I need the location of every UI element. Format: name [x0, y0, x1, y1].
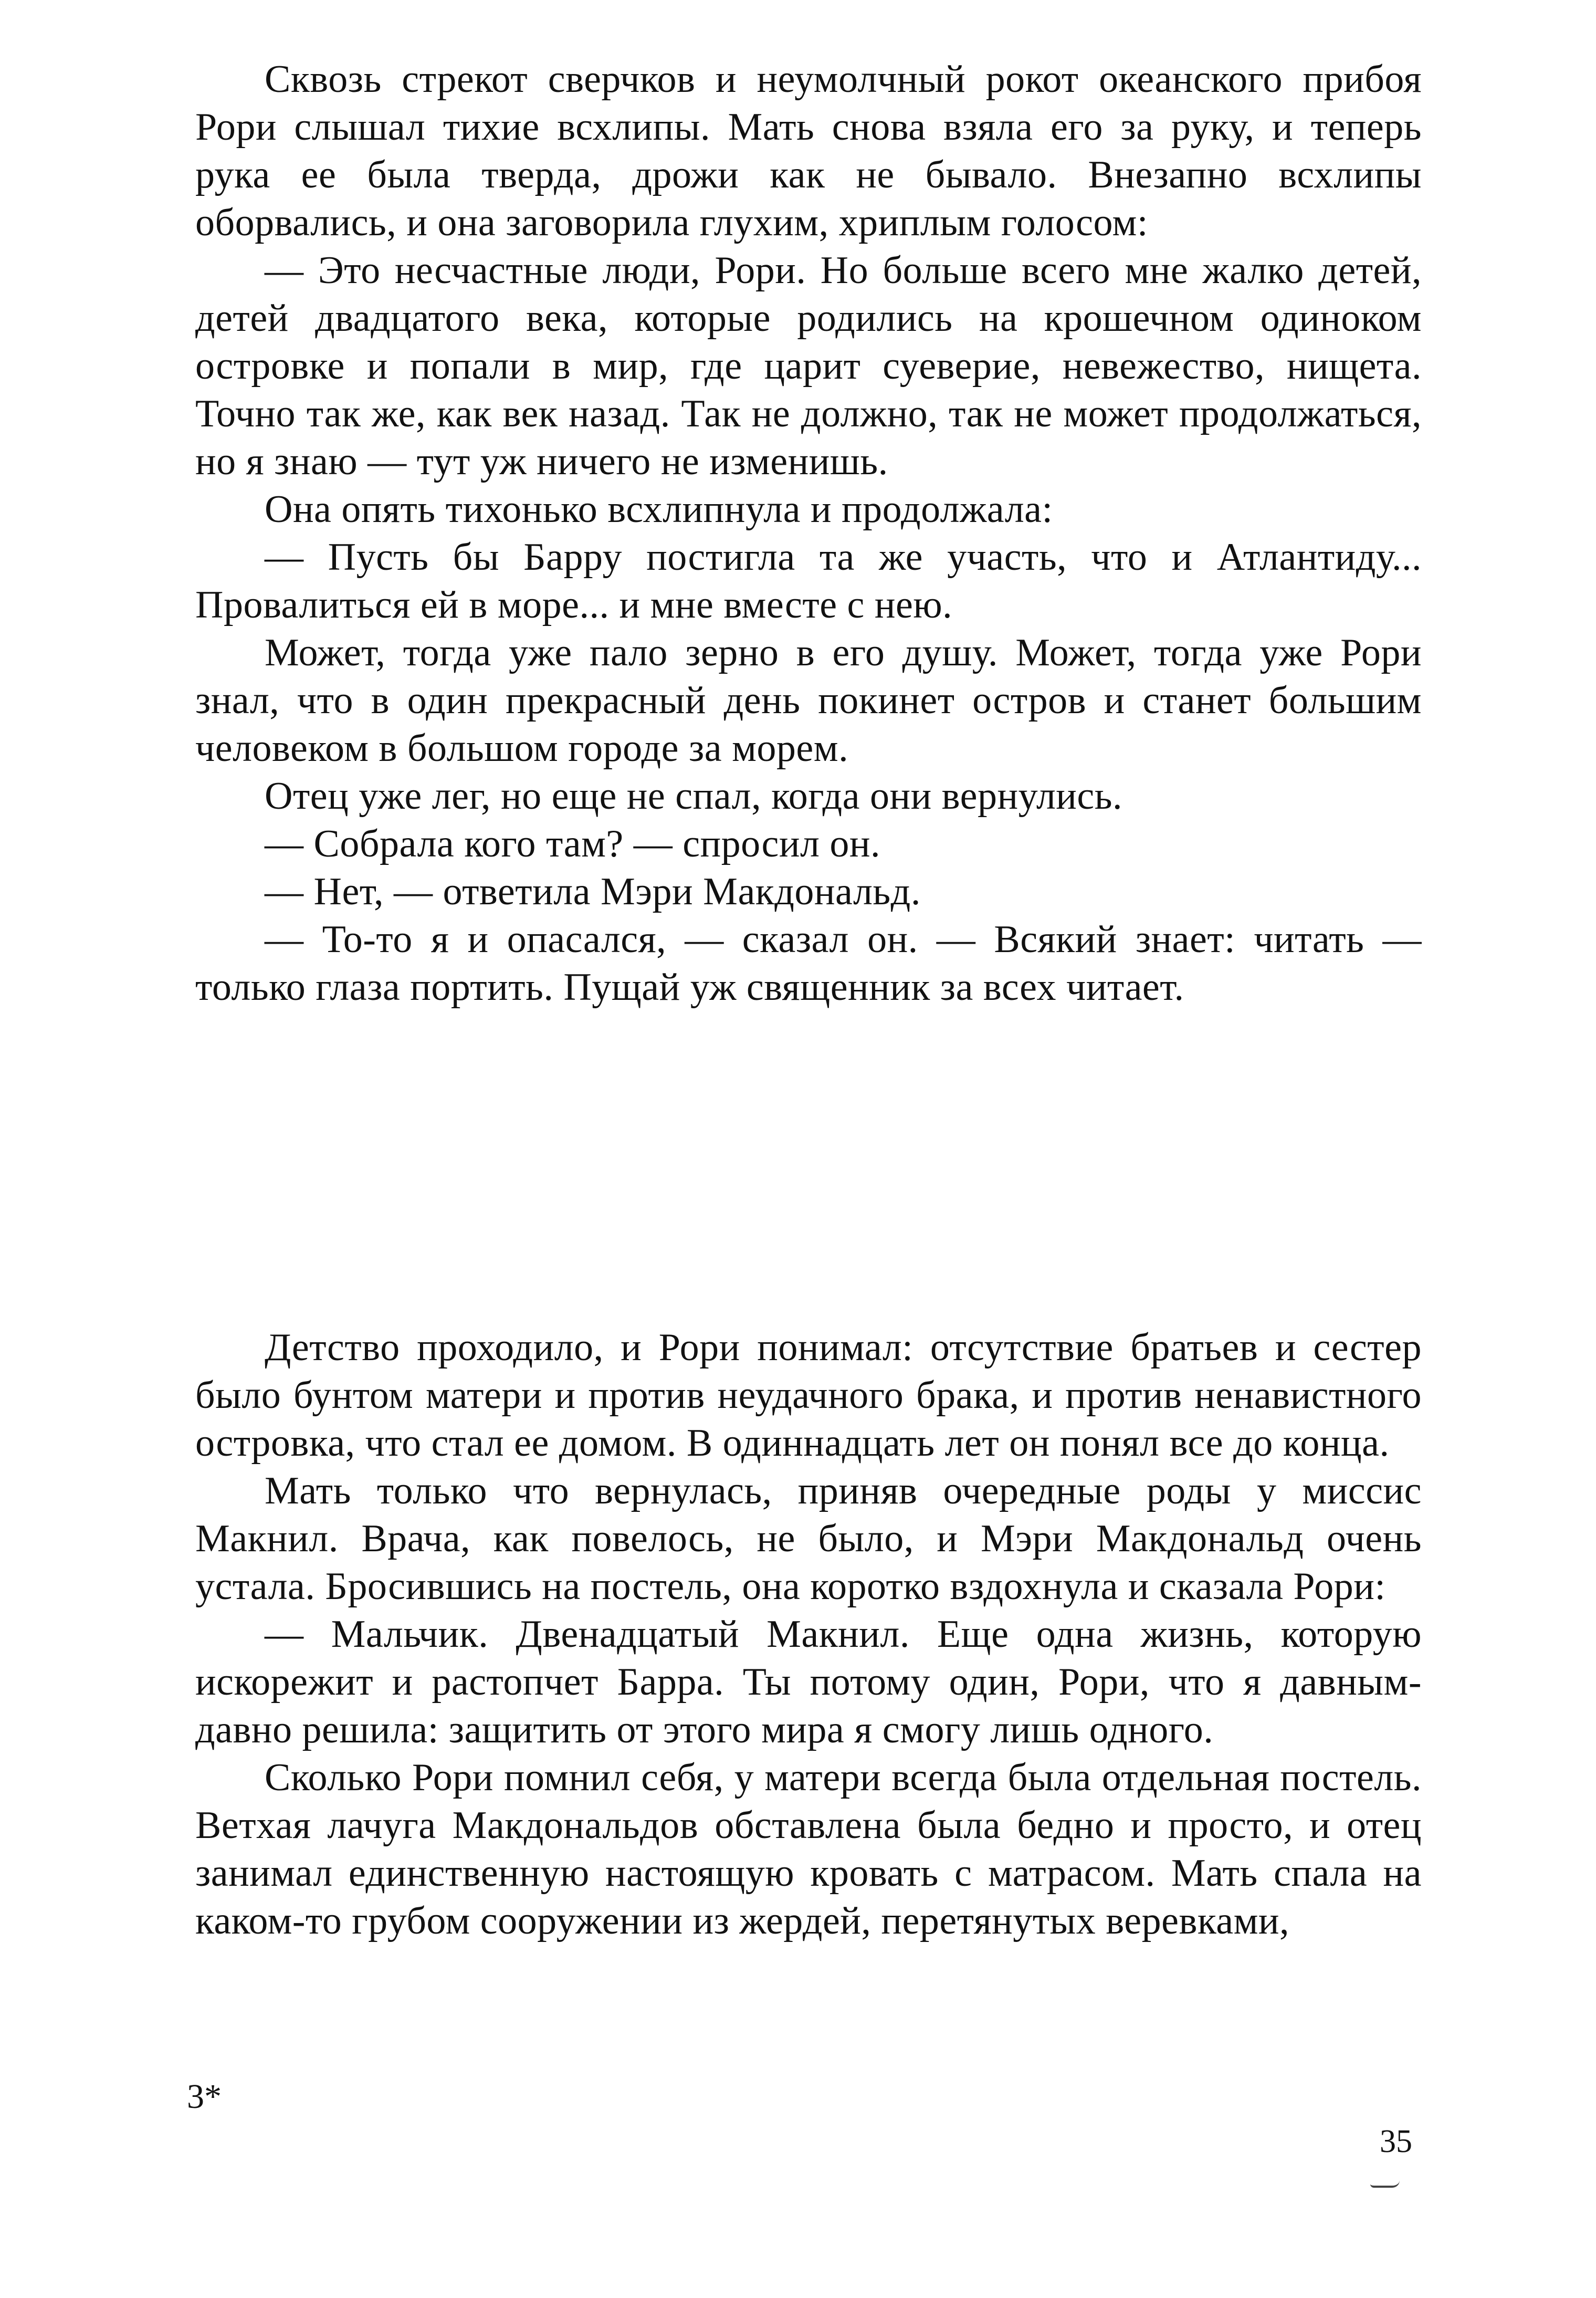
scan-mark-decoration	[1370, 2180, 1400, 2188]
paragraph: — То-то я и опасался, — сказал он. — Всякий знает: читать — только глаза портить. Пущай уж священник за всех читает.	[195, 918, 1422, 1009]
paragraph: — Нет, — ответила Мэри Макдональд.	[265, 870, 921, 913]
text-section-1	[195, 56, 1422, 1011]
text-section-2	[195, 1324, 1422, 1945]
paragraph: — Пусть бы Барру постигла та же участь, что и Атлантиду... Провалиться ей в море... и мне вместе с нею.	[195, 536, 1422, 626]
paragraph: — Мальчик. Двенадцатый Макнил. Еще одна жизнь, которую искорежит и растопчет Барра. Ты потому один, Рори, что я давным-давно решила: защитить от этого мира я смогу лишь одного.	[195, 1613, 1422, 1751]
signature-mark: 3*	[187, 2077, 222, 2116]
paragraph: Может, тогда уже пало зерно в его душу. Может, тогда уже Рори знал, что в один прекрасный день покинет остров и станет большим человеком в большом городе за морем.	[195, 631, 1422, 770]
paragraph: Сквозь стрекот сверчков и неумолчный рокот океанского прибоя Рори слышал тихие всхлипы. Мать снова взяла его за руку, и теперь рука ее была тверда, дрожи как не бывало. Внезапно всхлипы оборвались, и она заговорила глухим, хриплым голосом:	[195, 58, 1422, 244]
paragraph: Она опять тихонько всхлипнула и продолжала:	[265, 488, 1053, 531]
paragraph: Детство проходило, и Рори понимал: отсутствие братьев и сестер было бунтом матери и против неудачного брака, и против ненавистного островка, что стал ее домом. В одиннадцать лет он понял все до конца.	[195, 1326, 1422, 1465]
paragraph: — Это несчастные люди, Рори. Но больше всего мне жалко детей, детей двадцатого века, которые родились на крошечном одиноком островке и попали в мир, где царит суеверие, невежество, нищета. Точно так же, как век назад. Так не должно, так не может продолжаться, но я знаю — тут уж ничего не изменишь.	[195, 249, 1422, 483]
paragraph: — Собрала кого там? — спросил он.	[265, 822, 881, 865]
paragraph: Мать только что вернулась, приняв очередные роды у миссис Макнил. Врача, как повелось, не было, и Мэри Макдональд очень устала. Бросившись на постель, она коротко вздохнула и сказала Рори:	[195, 1469, 1422, 1608]
page-number: 35	[1380, 2124, 1412, 2159]
paragraph: Отец уже лег, но еще не спал, когда они вернулись.	[265, 775, 1122, 818]
paragraph: Сколько Рори помнил себя, у матери всегда была отдельная постель. Ветхая лачуга Макдональдов обставлена была бедно и просто, и отец занимал единственную настоящую кровать с матрасом. Мать спала на каком-то грубом сооружении из жердей, перетянутых веревками,	[195, 1756, 1422, 1942]
